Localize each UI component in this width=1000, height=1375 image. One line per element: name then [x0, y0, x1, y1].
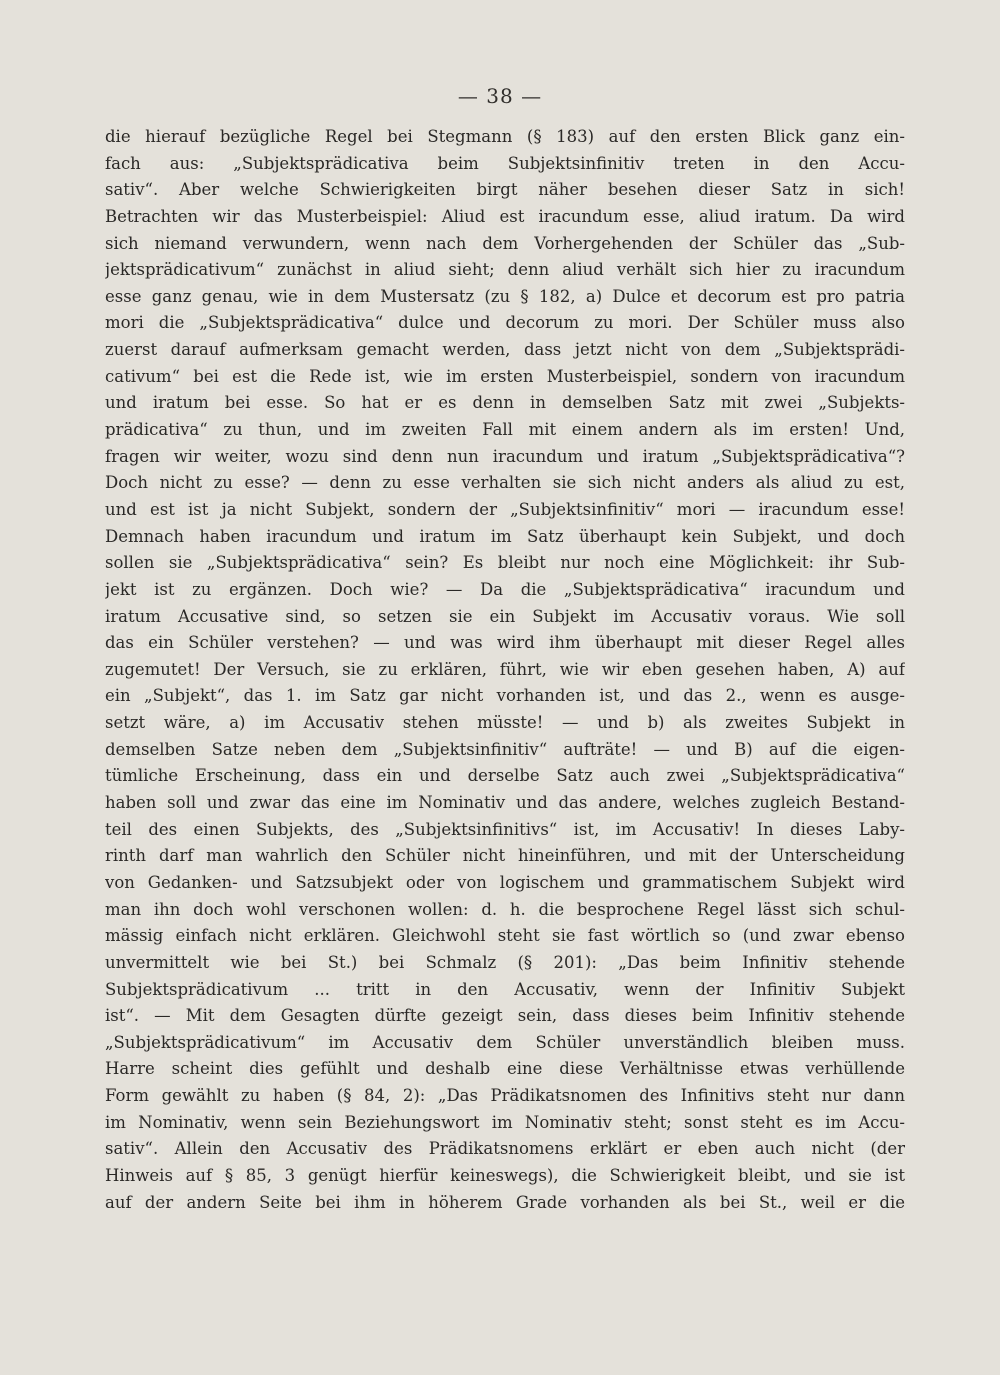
text-line: von Gedanken- und Satzsubjekt oder von logischem und grammatischem Subjekt wird [105, 872, 905, 892]
text-line: rinth darf man wahrlich den Schüler nicht hineinführen, und mit der Unterscheidung [105, 846, 905, 866]
text-line: und iratum bei esse. So hat er es denn in demselben Satz mit zwei „Subjekts- [105, 393, 905, 413]
text-line: setzt wäre, a) im Accusativ stehen müsste! — und b) als zweites Subjekt in [105, 713, 905, 733]
text-line: sativ“. Allein den Accusativ des Prädikatsnomens erklärt er eben auch nicht (der [105, 1139, 905, 1159]
text-line: mori die „Subjektsprädicativa“ dulce und decorum zu mori. Der Schüler muss also [105, 313, 905, 333]
text-line: Harre scheint dies gefühlt und deshalb eine diese Verhältnisse etwas verhüllende [105, 1059, 905, 1079]
text-line: cativum“ bei est die Rede ist, wie im ersten Musterbeispiel, sondern von iracundum [105, 366, 905, 386]
text-line: auf der andern Seite bei ihm in höherem Grade vorhanden als bei St., weil er die [105, 1192, 905, 1212]
text-line: zugemutet! Der Versuch, sie zu erklären, führt, wie wir eben gesehen haben, A) auf [105, 659, 905, 679]
text-line: sativ“. Aber welche Schwierigkeiten birgt näher besehen dieser Satz in sich! [105, 180, 905, 200]
body-text [105, 124, 905, 1243]
text-line: demselben Satze neben dem „Subjektsinfinitiv“ aufträte! — und B) auf die eigen- [105, 739, 905, 759]
text-line: esse ganz genau, wie in dem Mustersatz (zu § 182, a) Dulce et decorum est pro patria [105, 286, 905, 306]
text-line: Betrachten wir das Musterbeispiel: Aliud est iracundum esse, aliud iratum. Da wird [105, 206, 905, 226]
text-line: fragen wir weiter, wozu sind denn nun iracundum und iratum „Subjektsprädicativa“? [105, 446, 905, 466]
text-line: ist“. — Mit dem Gesagten dürfte gezeigt sein, dass dieses beim Infinitiv stehende [105, 1006, 905, 1026]
text-line: mässig einfach nicht erklären. Gleichwohl steht sie fast wörtlich so (und zwar ebenso [105, 926, 905, 946]
text-line: Form gewählt zu haben (§ 84, 2): „Das Prädikatsnomen des Infinitivs steht nur dann [105, 1086, 905, 1106]
text-line: teil des einen Subjekts, des „Subjektsinfinitivs“ ist, im Accusativ! In dieses Laby- [105, 819, 905, 839]
text-line: Hinweis auf § 85, 3 genügt hierfür keineswegs), die Schwierigkeit bleibt, und sie ist [105, 1165, 905, 1185]
page-number: — 38 — [457, 84, 543, 108]
text-line: man ihn doch wohl verschonen wollen: d. h. die besprochene Regel lässt sich schul- [105, 899, 905, 919]
text-line: haben soll und zwar das eine im Nominativ und das andere, welches zugleich Bestand- [105, 793, 905, 813]
text-line [105, 1216, 905, 1243]
text-line: fach aus: „Subjektsprädicativa beim Subjektsinfinitiv treten in den Accu- [105, 153, 905, 173]
text-line: unvermittelt wie bei St.) bei Schmalz (§ 201): „Das beim Infinitiv stehende [105, 952, 905, 972]
text-line: tümliche Erscheinung, dass ein und derselbe Satz auch zwei „Subjektsprädicativa“ [105, 766, 905, 786]
text-line: „Subjektsprädicativum“ im Accusativ dem Schüler unverständlich bleiben muss. [105, 1032, 905, 1052]
text-line: das ein Schüler verstehen? — und was wird ihm überhaupt mit dieser Regel alles [105, 633, 905, 653]
text-line: iratum Accusative sind, so setzen sie ein Subjekt im Accusativ voraus. Wie soll [105, 606, 905, 626]
text-line: und est ist ja nicht Subjekt, sondern der „Subjektsinfinitiv“ mori — iracundum esse! [105, 499, 905, 519]
text-line: Doch nicht zu esse? — denn zu esse verhalten sie sich nicht anders als aliud zu est, [105, 473, 905, 493]
text-line: sollen sie „Subjektsprädicativa“ sein? Es bleibt nur noch eine Möglichkeit: ihr Sub- [105, 553, 905, 573]
text-line: ein „Subjekt“, das 1. im Satz gar nicht vorhanden ist, und das 2., wenn es ausge- [105, 686, 905, 706]
text-line: zuerst darauf aufmerksam gemacht werden, dass jetzt nicht von dem „Subjektsprädi- [105, 340, 905, 360]
text-line: prädicativa“ zu thun, und im zweiten Fall mit einem andern als im ersten! Und, [105, 420, 905, 440]
text-line: im Nominativ, wenn sein Beziehungswort im Nominativ steht; sonst steht es im Accu- [105, 1112, 905, 1132]
text-line: sich niemand verwundern, wenn nach dem Vorhergehenden der Schüler das „Sub- [105, 233, 905, 253]
text-line: die hierauf bezügliche Regel bei Stegmann (§ 183) auf den ersten Blick ganz ein- [105, 127, 905, 146]
text-line: Subjektsprädicativum ... tritt in den Accusativ, wenn der Infinitiv Subjekt [105, 979, 905, 999]
text-line: jektsprädicativum“ zunächst in aliud sieht; denn aliud verhält sich hier zu iracundum [105, 260, 905, 280]
text-line: jekt ist zu ergänzen. Doch wie? — Da die „Subjektsprädicativa“ iracundum und [105, 579, 905, 599]
text-line: Demnach haben iracundum und iratum im Satz überhaupt kein Subjekt, und doch [105, 526, 905, 546]
